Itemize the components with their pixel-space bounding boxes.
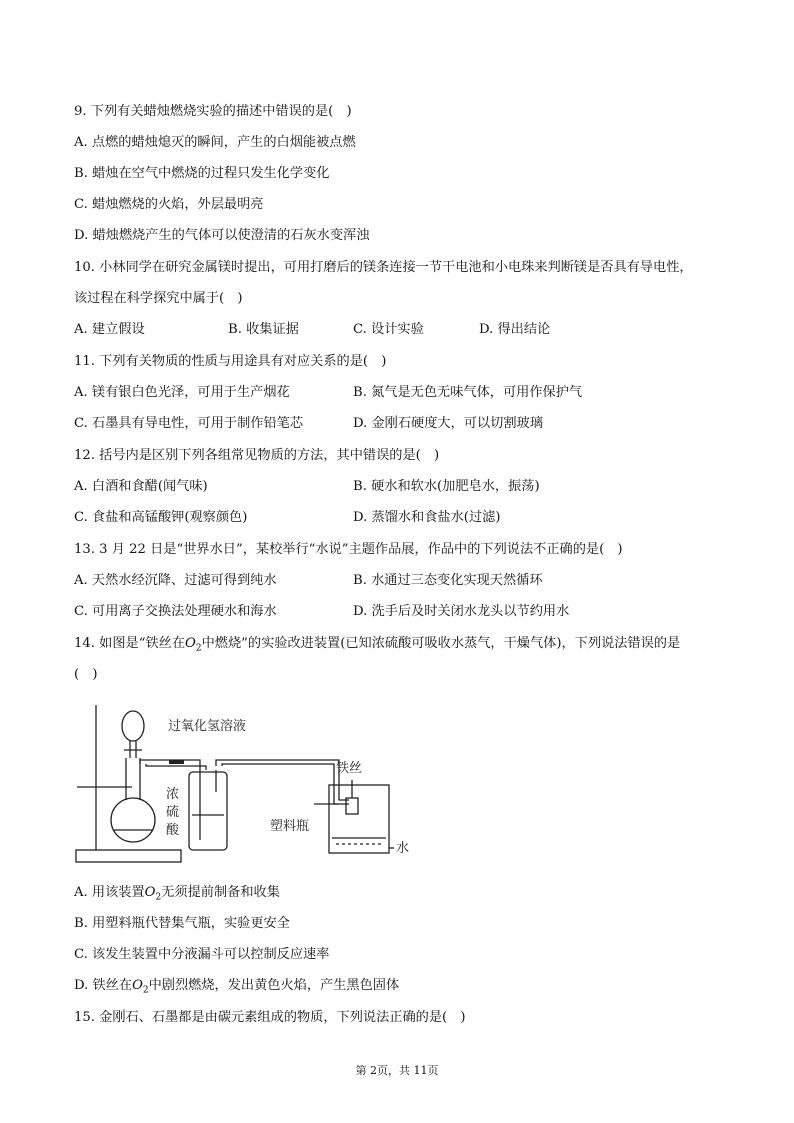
o2-formula: $O_2$	[144, 885, 162, 903]
label-water: 水	[396, 841, 410, 856]
q9-option-d: D. 蜡烛燃烧产生的气体可以使澄清的石灰水变浑浊	[74, 228, 370, 243]
q11-option-a: A. 镁有银白色光泽，可用于生产烟花	[74, 385, 290, 400]
o2-formula: $O_2$	[132, 978, 149, 996]
drying-bottle	[189, 772, 227, 850]
q13-option-a: A. 天然水经沉降、过滤可得到纯水	[74, 573, 277, 588]
q13-option-d: D. 洗手后及时关闭水龙头以节约用水	[353, 604, 570, 619]
q14-stem-line1	[74, 635, 680, 658]
q10-option-b: B. 收集证据	[228, 322, 299, 337]
q10-option-c: C. 设计实验	[353, 322, 424, 337]
label-h2o2: 过氧化氢溶液	[168, 719, 247, 734]
label-plastic-bottle: 塑料瓶	[270, 819, 310, 834]
q13-option-b: B. 水通过三态变化实现天然循环	[353, 573, 543, 588]
q12-option-b: B. 硬水和软水(加肥皂水，振荡)	[353, 479, 540, 494]
q14-stem-pre: 14. 如图是“铁丝在	[74, 636, 186, 651]
q10-option-a: A. 建立假设	[74, 322, 145, 337]
q10-option-d: D. 得出结论	[479, 322, 551, 337]
q14-option-d: D. 铁丝在$O_2$中剧烈燃烧，发出黄色火焰，产生黑色固体	[74, 978, 400, 996]
q12-option-a: A. 白酒和食醋(闻气味)	[74, 479, 208, 494]
o2-formula: $O_2$	[185, 636, 202, 654]
q11-option-d: D. 金刚石硬度大，可以切割玻璃	[353, 416, 543, 431]
q12-option-c: C. 食盐和高锰酸钾(观察颜色)	[74, 510, 248, 525]
q12-option-d: D. 蒸馏水和食盐水(过滤)	[353, 510, 501, 525]
q9-option-b: B. 蜡烛在空气中燃烧的过程只发生化学变化	[74, 166, 330, 181]
page-footer: 第 2页，共 11页	[355, 1064, 439, 1077]
q11-option-b: B. 氮气是无色无味气体，可用作保护气	[353, 385, 583, 400]
round-flask	[111, 798, 155, 842]
q11-option-c: C. 石墨具有导电性，可用于制作铅笔芯	[74, 416, 304, 431]
oxygen-iron-apparatus-figure	[74, 700, 419, 870]
q14-option-c: C. 该发生装置中分液漏斗可以控制反应速率	[74, 947, 330, 962]
q15-stem: 15. 金刚石、石墨都是由碳元素组成的物质，下列说法正确的是( )	[74, 1010, 466, 1025]
separatory-funnel	[122, 711, 144, 741]
q11-stem: 11. 下列有关物质的性质与用途具有对应关系的是( )	[74, 354, 387, 369]
q14-option-b: B. 用塑料瓶代替集气瓶，实验更安全	[74, 916, 290, 931]
q10-stem-line2: 该过程在科学探究中属于( )	[74, 291, 243, 306]
q13-stem: 13. 3 月 22 日是“世界水日”，某校举行“水说”主题作品展，作品中的下列说法不正确的是( )	[74, 542, 623, 557]
label-acid-3: 酸	[166, 823, 180, 838]
q9-option-a: A. 点燃的蜡烛熄灭的瞬间，产生的白烟能被点燃	[74, 135, 356, 150]
q10-stem-line1: 10. 小林同学在研究金属镁时提出，可用打磨后的镁条连接一节干电池和小电珠来判断镁是否具有导电性，	[74, 260, 693, 275]
q14-option-a: A. 用该装置$O_2$无须提前制备和收集	[74, 885, 280, 903]
label-acid-2: 硫	[166, 805, 180, 820]
q13-option-c: C. 可用离子交换法处理硬水和海水	[74, 604, 277, 619]
q9-option-c: C. 蜡烛燃烧的火焰，外层最明亮	[74, 197, 264, 212]
q14-stem-post: 中燃烧”的实验改进装置(已知浓硫酸可吸收水蒸气，干燥气体)，下列说法错误的是	[201, 636, 681, 651]
label-iron-wire: 铁丝	[336, 761, 363, 776]
q9-stem: 9. 下列有关蜡烛燃烧实验的描述中错误的是( )	[74, 104, 352, 119]
q12-stem: 12. 括号内是区别下列各组常见物质的方法，其中错误的是( )	[74, 448, 440, 463]
stand-base	[76, 850, 181, 862]
label-acid-1: 浓	[166, 787, 180, 802]
beaker	[329, 785, 389, 853]
q14-stem-line2: ( )	[74, 667, 98, 682]
